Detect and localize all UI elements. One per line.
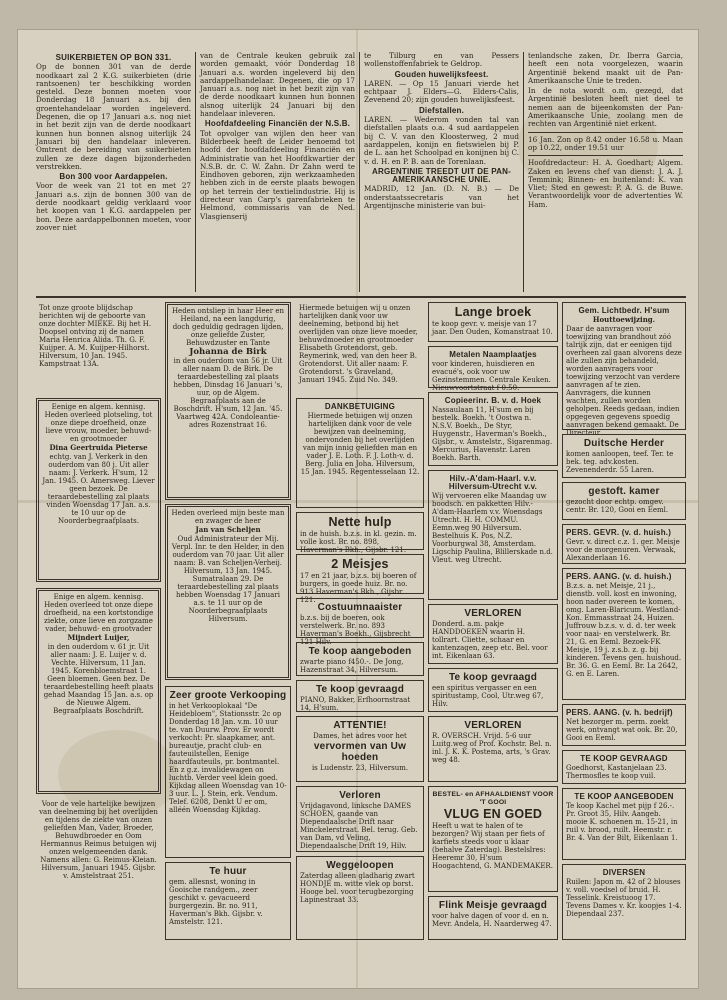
ad-text: Voor de vele hartelijke bewijzen van deelneming bij het overlijden en tijdens de ziekte van onzen geliefden Man, Vader, Broeder, Behuwdbroeder en Oom Hermannus Reimus betuigen wij onzen welgemeenden dank. Namens allen: G. Reimus-Kleian. Hilversum, Januari 1945. Gijsbr. v. Amstelstraat 251. [39,800,158,880]
ad-text: Oud Administrateur der Mij. Verpl. Inr. te den Helder, in den ouderdom van 70 jaar. Uit aller naam: B. van Scheljen-Verheij. Hilversum, 13 Jan. 1945. Sumatralaan 29. De teraardebestelling zal plaats hebben Woensdag 17 Januari a.s. te 11 uur op de Noorderbegraafplaats Hilversum. [171,535,285,623]
wanted-spirit-lamp [428,668,558,712]
headline: SUIKERBIETEN OP BON 331. [55,53,172,62]
article-text: te Tilburg en van Pessers wollenstoffenfabriek te Geldrop. [364,51,519,69]
delivery-service-advert [428,786,558,892]
ad-text: Wij vervoeren elke Maandag uw boodsch. en pakketten Hilv.-A'dam-Haarlem v.v. Woensdags Utrecht. H. H. COMMU. Eemn.weg 90 Hilversum. Bestelhuis K. Pos, N.Z. Voorburgwal 38, Amsterdam. Ligschip Paulina, Blillerskade n.d. Vleut. weg Utrecht. [432,492,553,564]
lost-shoe [296,786,424,852]
deceased-name: Johanna de Birk [189,347,267,357]
ad-text: komen aanloopen, teef. Ter. te bek. teg. adv.kosten. Zevenenderdr. 55 Laren. [566,450,674,474]
ad-text: R. OVERSCH. Vrijd. 5-6 uur Luitg.weg of Prof. Kochstr. Bel. n. inl. J. K. K. Postema, arts, 's Grav. weg 48. [432,732,552,764]
ad-heading: Costuumnaaister [317,602,403,613]
column-rule [195,52,196,292]
article-text: LAREN. — Op 15 Januari vierde het echtpaar J. Elders—G. Elders-Calis, Zevenend 20; zijn gouden huwelijksfeest. [364,78,519,105]
ad-heading: Copieerinr. B. v. d. Hoek [444,396,542,405]
article-text: MADRID, 12 Jan. (D. N. B.) — De onderstaatssecretaris van het Argentijnsche ministerie van bui- [364,184,519,211]
death-notice-luijer [36,588,161,794]
death-notice-verkerk [36,398,161,582]
colophon: Hoofdredacteur: H. A. Goedhart; Algem. Zaken en levens chef van dienst: J. A. J. Temmink; Binnen- en buitenland: K. van Vliet; Sted en gewest: P. A. G. de Buwe. Verantwoordelijk voor de advertenties W. Ham. [528,158,683,209]
personnel-wanted [562,524,686,564]
news-column-1 [36,52,191,292]
ad-text: Heden ontsliep in haar Heer en Heiland, na een langdurig, doch geduldig gedragen lijden, onze geliefde Zuster, Behuwdzuster en Tante [171,307,285,347]
sun-moon-times: 16 Jan. Zon op 8.42 onder 16.58 u. Maan op 10.22, onder 19.51 uur [528,134,683,152]
ad-heading: Te koop gevraagd [315,684,405,695]
ad-heading: ATTENTIE! [333,720,387,731]
death-notice-scheljen [165,504,291,680]
name-plates-advert [428,346,558,392]
ad-heading: VERLOREN [464,608,522,619]
column-rule [359,52,360,292]
ad-heading: Zeer groote Verkooping [169,690,287,701]
lost-towels [428,604,558,664]
hat-reshaping-advert [296,716,424,782]
ad-heading: Metalen Naamplaatjes [449,350,537,359]
thanks-grotendorst [296,302,424,394]
section-divider [36,296,686,298]
wanted-piano [296,680,424,712]
article-text: LAREN. — Wederom vonden tal van diefstallen plaats o.a. 4 sud aardappelen bij C. V. van den Kloosterweg, 2 mud aardappelen, konijn en fietswielen bij P. de L. aan het Schoolpad en konijnen bij C. v. d. H. en P. B. aan de Torenlaan. [364,115,519,166]
headline: Gouden huwelijksfeest. [394,69,489,79]
thanks-loth [296,398,424,508]
offered-for-sale [562,788,686,860]
ad-heading: Flink Meisje gevraagd [438,900,548,911]
ad-heading: Nette hulp [328,515,392,529]
ad-text: gezocht door echtp. omgev. centr. Br. 120, Gooi en Eeml. [566,498,669,514]
girls-seeking-work [296,554,424,604]
ad-heading: Lange broek [454,305,532,319]
personnel-offered-house [562,568,686,700]
ad-text: 17 en 21 jaar, b.z.s. bij boeren of burgers, in goede huiz. Br. no. 913 Haverman's Bkh., Gijsbr. 121. [300,572,417,604]
birth-announcement [36,302,161,394]
ad-text: echtg. van J. Verkerk in den ouderdom van 80 j. Uit aller naam: J. Verkerk. H'sum, 12 Jan. 1945. O. Amersweg. Liever geen bezoek. De teraardebestelling zal plaats vinden Woensdag 17 Jan. a.s. te 10 uur op de Noorderbegraafplaats. [42,453,155,525]
ad-text: Enige en algem. kennisg. Heden overleed tot onze diepe droefheid, na een kortstondige ziekte, onze lieve en zorgzame vader, behuwd- en grootvader [43,593,154,633]
ad-heading: PERS. GEVR. (v. d. huish.) [566,528,672,537]
news-column-2 [200,52,355,292]
ad-heading: Te huur [209,866,247,877]
auction-advert [165,686,291,858]
wanted-to-buy [562,750,686,784]
article-text: Voor de week van 21 tot en met 27 Januari a.s. zijn de bonnen 300 van de derde noodkaart geldig verklaard voor het koopen van 1 K.G. aardappelen per bon. Deze aardappelbonnen moeten, voor zoover niet [36,181,191,232]
ad-text: Dames, het adres voor het [313,732,407,740]
room-wanted [562,482,686,520]
ad-text: in het Verkooplokaal "De Heidebloem", Stationsstr. 2c op Donderdag 18 Jan. v.m. 10 uur te. van Duurw. Prov. Er wordt verkocht: Pr. slaapkamer, ant. bureautje, pracht club- en fauteuilstellen, Eenige haardfauteuils, pr. bontmantel. En z g.z. invalidewagen on luchtb. Verder veel klein goed. Kijkdag alleen Woensdag van 10-3 uur. L. J. Stein, erk. Vendum. Telef. 6208, Denkt U er om, alléén Woensdag Kijkdag. [169,702,287,814]
ad-text: b.z.s. bij de boeren, ook verstelwerk. Br. no. 893 Haverman's Boekh., Gijsbrecht 121 Hilv. [300,614,411,646]
ad-heading: vervormen van Uw hoeden [313,741,407,763]
ad-heading: DANKBETUIGING [324,402,396,411]
ad-heading: Hilv.-A'dam-Haarl. v.v. Hilversum-Utrecht v.v. [448,474,538,491]
ad-text: Ruilen: Japon m. 42 of 2 blouses v. voll. voedsel of bruid. H. Tesselink. Kreistuoog 17. Tevens Dames v. Kr. koopjes 1-4. Diependaal 237. [566,878,682,918]
news-column-3 [364,52,519,292]
deceased-name: Jan van Scheljen [195,525,261,534]
ad-text: Eenige en algem. kennisg. Heden overleed plotseling, tot onze diepe droefheid, onze lieve vrouw, moeder, behuwd- en grootmoeder [44,403,153,443]
ad-text: Goedhorst, Kastanjelaan 23. Thermosfles te koop vuil. [566,764,667,780]
ad-text: voor kinderen, huisdieren en evacué's, ook voor uw Gezinstemmen. Centrale Keuken. Nieuwvoortstraat f 0.50. [432,360,551,392]
ad-text: te koop gevr. v. meisje van 17 jaar. Den Ouden, Komanstraat 10. [432,320,553,336]
ad-text: in den ouderdom v. 61 jr. Uit aller naam: J. E. Luijer v. d. Vechte. Hilversum, 11 Jan. 1945. Korenbloemstraat 1. Geen bloemen. Geen bez. De teraardebestelling heeft plaats gehad Maandag 15 Jan. a.s. op de Nieuwe Algem. Begraafplaats Boschdrift. [43,643,154,715]
separator [528,155,683,156]
personnel-offered-business [562,704,686,746]
ad-heading: PERS. AANG. (v. d. huish.) [566,572,672,581]
separator [528,132,683,133]
ad-text: Heeft u wat te halen of te bezorgen? Wij staan per fiets of karfiets steeds voor u klaar (behalve Zaterdag). Bestelslres: Heeremr 30, H'sum Hoogachtend, G. MANDEMAKER. [432,822,553,870]
for-rent-advert [165,862,291,940]
newspaper-page [18,30,698,988]
article-text: van de Centrale keuken gebruik zal worden gemaakt, vóór Donderdag 18 Januari a.s. worden ingeleverd bij den aardappelhandelaar. Degenen, die op 17 Januari a.s. nog niet in het bezit zijn van de derde noodkaart kunnen hun bonnen alsnog uiterlijk 24 Januari bij den handelaar inleveren. [200,51,355,119]
deceased-name: Dina Geertruida Pieterse [49,443,148,452]
ad-heading: Te koop gevraagd [448,672,538,683]
ad-text: B.z.s. a. net Meisje, 21 j., dienstb. voll. kost en inwoning, hoon nader overeen te komen, omg. Laren-Blaricum. Westland-Kon. Emmasstraat 24, Huizen. Juffrouw b.z.s. v. d. d. ter week voor naai- en verstelwerk. Br. 21, G. en Eeml. Bezoek-FK Meisje, 19 j. z.s.b. z. g. bij kinderen. Tevens gen. huishoud. Br. 36. G. en Eeml. Br. La 2642, G. en E. Laren. [566,582,682,678]
ad-text: zwarte piano f450.-. De Jong, Hazenstraat 34, Hilversum. [300,658,404,674]
ad-text: Hiermede betuigen wij onzen hartelijken dank voor de vele bewijzen van deelneming, ondervonden bij het overlijden van mijn innig geliefden man en vader J. E. Loth. F. J. Loth-v. d. Berg. Julia en Joha. Hilversum, 15 Jan. 1945. Regentesselaan 12. [300,412,420,476]
ad-text: Te koop Kachel met pijp f 26.-. Pr. Groot 35, Hilv. Aangeb. mooie K. schoenen m. 15-21, in ruil v. brood, ruilt. Heemstr. r. Br. 4. Van der Bilt, Eikenlaan 1. [566,802,678,842]
municipal-light-notice [562,302,686,437]
headline: Bon 300 voor Aardappelen. [59,172,168,182]
ad-text: Heden overleed mijn beste man en zwager de heer [171,509,285,525]
ad-text: Daar de aanvragen voor toewijzing van brandhout zóó talrijk zijn, dat er eenigen tijd overheen zal gaan alvorens deze alle zullen zijn behandeld, worden aanvragers voor toewijzing verzocht van verdere aanvragen af te zien. Aanvragers, die kunnen wachten, zullen worden geholpen. Reeds gedaan, indien opgegeven gegevens spoedig aanvragen bekend gemaakt. De Directeur. [566,325,682,437]
ad-text: Net bezorger m. perm. zoekt werk, ontvangt wat ook. Br. 20, Gooi en Eeml. [566,718,678,742]
ad-text: Vrijdagavond, linksche DAMES SCHOEN, gaande van Diependaalsche Drift naar Minckelerstraat. Bel. terug. Geb. van Dam, vd Veling, Diependaalsche Drift 19, Hilv. [300,802,418,850]
ad-text: Donderd. a.m. pakje HANDDOEKEN waarin H. tollrart. Cliette, schaar en kantenzagen, zeep etc. Bel. voor int. Eikenlaan 63. [432,620,548,660]
for-sale-piano [296,642,424,676]
column-rule [523,52,524,292]
ad-heading: TE KOOP GEVRAAGD [580,754,668,763]
headline: ARGENTINIE TREEDT UIT DE PAN-AMERIKAANSCHE UNIE. [372,166,511,185]
ad-heading: DIVERSEN [602,868,646,877]
ad-heading: TE KOOP AANGEBODEN [574,792,674,801]
ad-heading: Weggeloopen [326,860,394,871]
death-notice-birk [165,302,291,500]
help-wanted [296,512,424,554]
ad-text: is Ludenstr. 23, Hilversum. [311,764,409,772]
ad-heading: gestoft. kamer [588,486,660,497]
ad-heading: VERLOREN [464,720,522,731]
headline: Diefstallen. [418,105,465,115]
article-text: Tot opvolger van wijlen den heer van Bilderbeek heeft de Leider benoemd tot hoofd der hoofdafdeeling Financiën en Administratie van het Hoofdkwartier der N.S.B. dr. C. W. Zahn. Dr Zahn werd te Eindhoven geboren, zijn werkzaamheden hebben zich in de eerste plaats bewogen op het terrein der textielindustrie. Hij is directeur van Carp's garenfabrieken te Helmond, commissaris van de Ned. Vlasgienserij [200,128,355,221]
article-text: Op de bonnen 301 van de derde noodkaart zal 2 K.G. suikerbieten (drie rantsoenen) ter beschikking worden gesteld. Deze bonnen moeten voor Donderdag 18 Januari a.s. bij den groentehandelaar worden ingeleverd. Degenen, die op 17 Januari a.s. nog niet in het bezit zijn van de derde noodkaart kunnen hun bonnen alsnog uiterlijk 24 Januari bij den handelaar inleveren. Omtrent de bereiding van suikerbieten zullen ze deze dagen bijzonderheden verstrekken. [36,62,191,171]
ad-text: een spiritus vergasser en een spiritustamp, Cool, Utr.weg 67, Hilv. [432,684,544,708]
ad-heading: Te koop aangeboden [308,646,412,657]
ad-text: voor halve dagen of voor d. en n. Mevr. Andela, H. Naarderweg 47. [432,912,552,928]
thanks-reimus [36,798,161,898]
ad-text: Zaterdag alleen gladharig zwart HONDJE m. witte vlek op borst. Hooge bel. voor terugbezorging Lapinestraat 33. [300,872,415,904]
ad-heading: BESTEL- en AFHAALDIENST VOOR 'T GOOI [432,791,554,806]
ad-subheading: Houttoewijzing. [592,315,656,324]
article-text: In de nota wordt o.m. gezegd, dat Argentinië besloten heeft niet deel te nemen aan de bijeenkomsten der Pan-Amerikaansche Unie, zoolang men de rechten van Argentinië niet erkent. [528,86,683,129]
headline: Hoofdafdeeling Financiën der N.S.B. [204,119,351,129]
shepherd-dog-found [562,434,686,478]
ad-text: Tot onze groote blijdschap berichten wij de geboorte van onze dochter MIEKE. Bij het H. Doopsel ontving zij de namen Maria Henrica Alida. Th. G. F. Kuijper. A. M. Kuijper-Hilhorst. Hilversum, 10 Jan. 1945. Kampstraat 13A. [39,304,152,368]
ad-text: in den ouderdom van 56 jr. Uit aller naam D. de Birk. De teraardebestelling zal plaats hebben, Dinsdag 16 Januari 's, uur, op de Algem. Begraafplaats aan de Boschdrift. H'sum, 12 Jan. '45. Vaartweg 42A. Condoleantie-adres Rozenstraat 16. [173,357,283,429]
deceased-name: Mijndert Luijer, [67,633,130,642]
seamstress-advert [296,598,424,646]
ad-text: gem. allesnst, woning in Gooische randgem., zeer geschikt v. gevacueerd burgergezin. Br. no. 911, Haverman's Bkh. Gijsbr. v. Amstelstr. 121. [169,878,263,926]
copy-shop-advert [428,392,558,466]
ad-text: PIANO, Bakker, Erfhoornstraat 14, H'sum. [300,696,411,712]
ad-text: Hiermede betuigen wij u onzen hartelijken dank voor uw deelneming, betoond bij het overlijden van onze lieve moeder, behuwdmoeder en grootmoeder Elisabeth Grotendorst, geb. Reymerink, wed. van den heer B. Grotendorst. Uit aller naam: F. Grotendorst. 's Graveland, Januari 1945. Zuid No. 349. [299,304,418,384]
ad-heading: PERS. AANG. (v. h. bedrijf) [566,708,673,717]
ad-text: in de huish. b.z.s. in kl. gezin. m. volle kost. Br. no. 898, Haverman's Bkh., Gijsbr. 121. [300,530,417,554]
ad-heading: Gem. Lichtbedr. H'sum [578,306,670,315]
girl-wanted-advert [428,896,558,940]
news-column-4 [528,52,683,292]
lost-dog [296,856,424,940]
ad-heading: Duitsche Herder [583,438,665,449]
miscellaneous [562,864,686,940]
ad-heading: 2 Meisjes [331,557,389,571]
ad-heading: VLUG EN GOED [443,807,543,821]
ad-heading: Verloren [339,790,381,801]
lost-overshoe [428,716,558,782]
ad-text: Gevr. v. direct c.z. 1. ger. Meisje voor de morgenuren. Verwaak, Alexanderlaan 16. [566,538,680,562]
ad-text: Nassaulaan 11, H'sum en bij bestelk. Boekh. 't Oostwa n. N.S.V. Boekh., De Styr, Huygenstr., Haverman's Boekh., Gijsbr., v. Amstelstr., Sigarenmag. Mercurius, Havenstr. Laren Boekh. Barth. [432,406,553,462]
transport-service-advert [428,470,558,600]
trousers-wanted [428,302,558,342]
article-text: tenlandsche zaken, Dr. Iberra Garcia, heeft een nota voorgelezen, waarin Argentinië bekend maakt uit de Pan-Amerikaansche Unie te treden. [528,51,683,85]
